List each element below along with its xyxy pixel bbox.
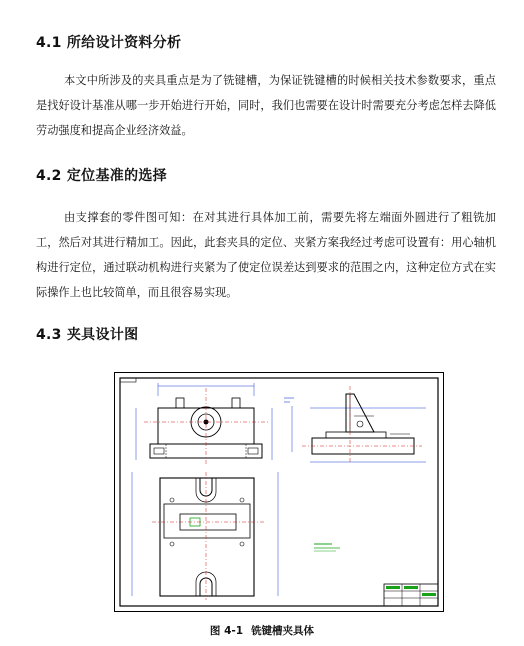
fixture-drawing: [114, 372, 444, 612]
figure-title: 铣键槽夹具体: [251, 625, 315, 637]
figure-caption: [0, 623, 524, 638]
section-heading-4-3: 4.3 夹具设计图: [36, 327, 139, 343]
section-heading-4-2: 4.2 定位基准的选择: [36, 168, 167, 184]
figure-number: 图 4-1: [209, 625, 244, 637]
section-paragraph-4-2: 由支撑套的零件图可知：在对其进行具体加工前，需要先将左端面外圆进行了粗铣加工，然后对其进行精加工。因此，此套夹具的定位、夹紧方案我经过考虑可设置有：用心轴机构进行定位，通过联动机构进行夹紧为了使定位误差达到要求的范围之内，这种定位方式在实际操作上也比较简单，而且很容易实现。: [36, 211, 496, 299]
section-heading-4-1: 4.1 所给设计资料分析: [36, 35, 182, 51]
section-paragraph-4-1: 本文中所涉及的夹具重点是为了铣键槽，为保证铣键槽的时候相关技术参数要求，重点是找好设计基准从哪一步开始进行开始，同时，我们也需要在设计时需要充分考虑怎样去降低劳动强度和提高企业经济效益。: [36, 74, 496, 137]
